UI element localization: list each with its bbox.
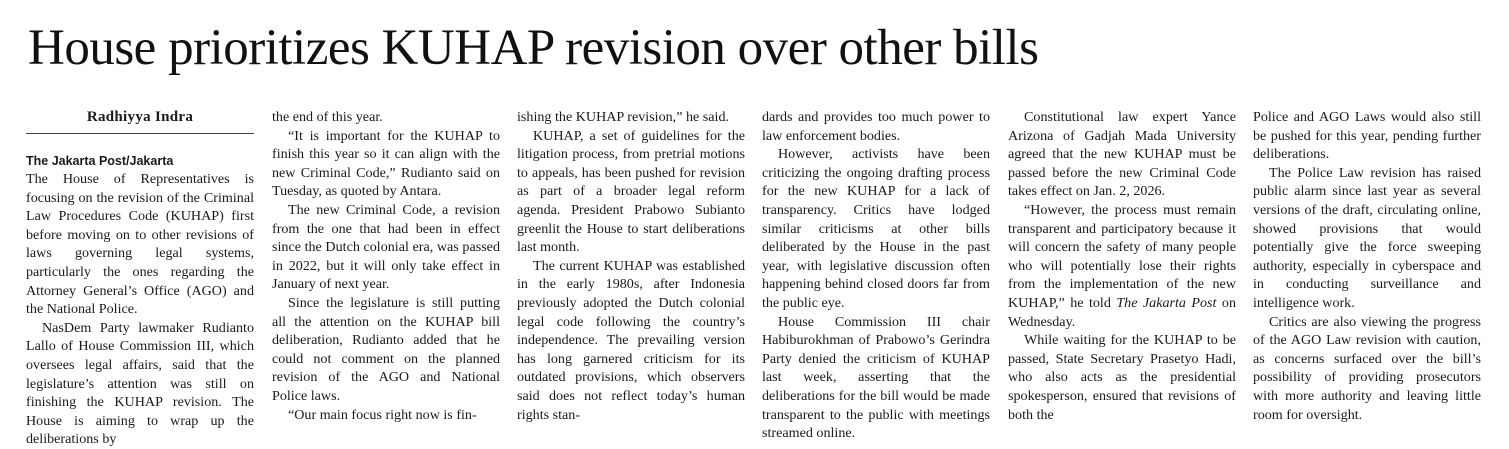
article-column-4: [762, 108, 990, 442]
article-column-6: [1253, 108, 1481, 438]
paragraph: The Police Law revision has raised public alarm since last year as several versions of the draft, circulating online, showed provisions that would potentially give the force sweeping authority, especially in cyberspace and in conducting surveillance and intelligence work.: [1253, 164, 1481, 311]
paragraph: While waiting for the KUHAP to be passed, State Secretary Prasetyo Hadi, who also acts as the presidential spokesperson, ensured that revisions of both the: [1008, 332, 1236, 423]
publication-name: The Jakarta Post: [1116, 294, 1217, 311]
article-column-3: [517, 108, 745, 438]
paragraph: the end of this year.: [272, 109, 383, 125]
paragraph: The current KUHAP was established in the early 1980s, after Indonesia previously adopted the Dutch colonial legal code following the country’s independence. The prevailing version has long garnered criticism for its outdated provisions, which observers said does not reflect today’s human rights stan-: [517, 257, 745, 423]
paragraph: Critics are also viewing the progress of the AGO Law revision with caution, as concerns surfaced over the bill’s possibility of providing prosecutors with more authority and leaving little room for oversight.: [1253, 313, 1481, 423]
headline: House prioritizes KUHAP revision over other bills: [28, 20, 1039, 76]
paragraph: The new Criminal Code, a revision from the one that had been in effect since the Dutch colonial era, was passed in 2022, but it will only take effect in January of next year.: [272, 201, 500, 293]
paragraph-text: “However, the process must remain transparent and participatory because it will concern the safety of many people who will potentially lose their rights from the implementation of the new KUHAP,” he told: [1008, 201, 1236, 311]
article-column-2: [272, 108, 500, 438]
paragraph: House Commission III chair Habiburokhman of Prabowo’s Gerindra Party denied the criticism of KUHAP last week, asserting that the deliberations for the bill would be made transparent to the public with meetings streamed online.: [762, 313, 990, 442]
paragraph: KUHAP, a set of guidelines for the litigation process, from pretrial motions to appeals, has been pushed for revision as part of a broader legal reform agenda. President Prabowo Subianto greenlit the House to start deliberations last month.: [517, 127, 745, 256]
paragraph: [1008, 201, 1236, 331]
paragraph: “Our main focus right now is fin-: [288, 406, 477, 423]
article-column-1: [26, 108, 254, 448]
paragraph: Police and AGO Laws would also still be pushed for this year, pending further deliberations.: [1253, 109, 1481, 163]
paragraph: The House of Representatives is focusing on the revision of the Criminal Law Procedures Code (KUHAP) first before moving on to other revisions of laws governing legal systems, particularly the ones regarding the Attorney General’s Office (AGO) and the National Police.: [26, 171, 254, 318]
paragraph: dards and provides too much power to law enforcement bodies.: [762, 109, 990, 144]
byline: Radhiyya Indra: [26, 108, 254, 134]
paragraph: However, activists have been criticizing the ongoing drafting process for the new KUHAP for a lack of transparency. Critics have lodged similar criticisms at other bills deliberated by the House in the past year, with legislative discussion often happening behind closed doors far from the public eye.: [762, 146, 990, 311]
paragraph: NasDem Party lawmaker Rudianto Lallo of House Commission III, which oversees legal affairs, said that the legislature’s attention was still on finishing the KUHAP revision. The House is aiming to wrap up the deliberations by: [26, 319, 254, 448]
paragraph-text: on Wednesday.: [1008, 294, 1237, 330]
dateline: The Jakarta Post/Jakarta: [26, 154, 174, 168]
paragraph: ishing the KUHAP revision,” he said.: [517, 109, 730, 125]
article-column-5: [1008, 108, 1236, 438]
paragraph: Since the legislature is still putting all the attention on the KUHAP bill deliberation, Rudianto added that he could not comment on the planned revision of the AGO and National Police laws.: [272, 294, 500, 404]
paragraph: “It is important for the KUHAP to finish this year so it can align with the new Criminal Code,” Rudianto said on Tuesday, as quoted by Antara.: [272, 127, 500, 200]
paragraph: Constitutional law expert Yance Arizona of Gadjah Mada University agreed that the new KUHAP must be passed before the new Criminal Code takes effect on Jan. 2, 2026.: [1008, 109, 1236, 200]
